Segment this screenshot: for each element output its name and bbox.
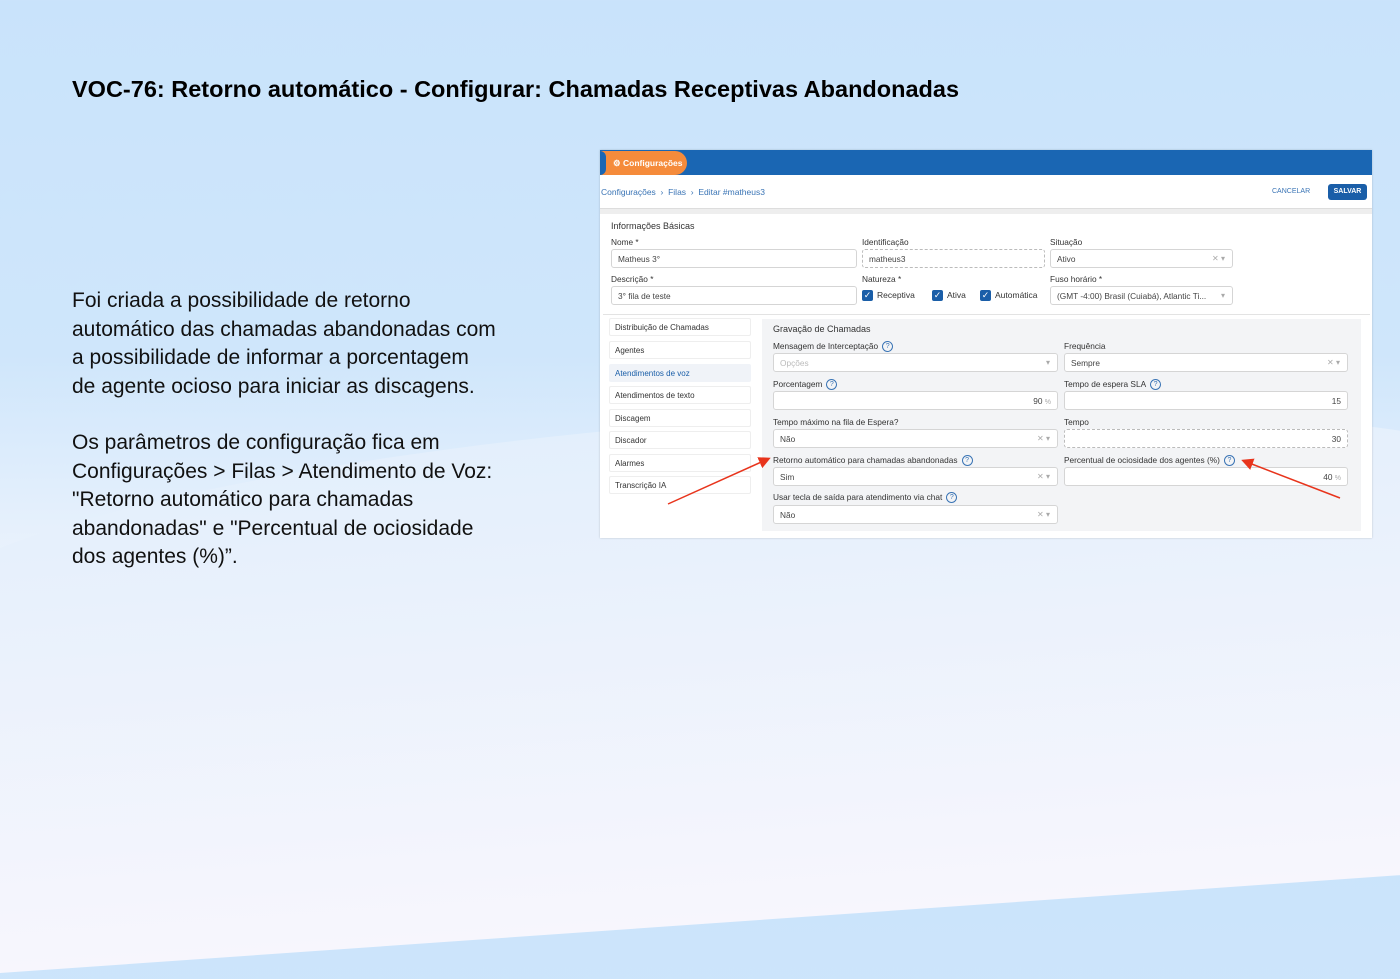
percent-suffix: % xyxy=(1044,399,1051,406)
sidebar-item-alarmes[interactable]: Alarmes xyxy=(609,454,751,472)
nome-label: Nome * xyxy=(611,237,639,247)
retorno-value: Sim xyxy=(780,472,795,482)
cb-label: Receptiva xyxy=(877,290,915,300)
help-icon[interactable]: ? xyxy=(1150,379,1161,390)
check-icon: ✓ xyxy=(933,290,942,301)
tmax-value: Não xyxy=(780,434,796,444)
chevron-down-icon[interactable]: ▾ xyxy=(1045,358,1050,367)
help-icon[interactable]: ? xyxy=(882,341,893,352)
desc-input[interactable]: 3° fila de teste xyxy=(611,286,857,305)
slide-title: VOC-76: Retorno automático - Configurar: Chamadas Receptivas Abandonadas xyxy=(72,76,960,102)
porc-label: Porcentagem xyxy=(773,379,823,389)
tecla-value: Não xyxy=(780,510,796,520)
sidebar-item-agentes[interactable]: Agentes xyxy=(609,341,751,359)
tecla-label: Usar tecla de saída para atendimento via chat xyxy=(773,492,943,502)
breadcrumb-current: Editar #matheus3 xyxy=(698,187,765,197)
tab-configuracoes[interactable]: ⚙ Configurações xyxy=(600,151,687,175)
freq-label: Frequência xyxy=(1064,341,1106,351)
tempo-label: Tempo xyxy=(1064,417,1089,427)
section-title: Informações Básicas xyxy=(611,221,695,231)
cb-label: Ativa xyxy=(947,290,966,300)
natureza-label: Natureza * xyxy=(862,274,902,284)
retorno-label: Retorno automático para chamadas abandonadas xyxy=(773,455,958,465)
ident-label: Identificação xyxy=(862,237,909,247)
sidebar-item-transcricao[interactable]: Transcrição IA xyxy=(609,476,751,494)
situacao-label: Situação xyxy=(1050,237,1083,247)
help-icon[interactable]: ? xyxy=(826,379,837,390)
ocio-label: Percentual de ociosidade dos agentes (%) xyxy=(1064,455,1220,465)
line: automático das chamadas abandonadas com xyxy=(72,317,496,341)
clear-chevron-icon[interactable]: ✕ ▾ xyxy=(1037,434,1050,443)
fuso-value: (GMT -4:00) Brasil (Cuiabá), Atlantic Ti... xyxy=(1057,291,1207,301)
msg-label: Mensagem de Interceptação xyxy=(773,341,879,351)
line: Foi criada a possibilidade de retorno xyxy=(72,289,411,312)
sidebar-item-distribuicao[interactable]: Distribuição de Chamadas xyxy=(609,318,751,336)
check-icon: ✓ xyxy=(863,290,872,301)
breadcrumb: Configurações › Filas › Editar #matheus3 xyxy=(601,187,765,197)
line: "Retorno automático para chamadas xyxy=(72,488,414,511)
sidebar-item-voz[interactable]: Atendimentos de voz xyxy=(609,364,751,382)
clear-chevron-icon[interactable]: ✕ ▾ xyxy=(1037,510,1050,519)
freq-value: Sempre xyxy=(1071,358,1101,368)
tab-label: Configurações xyxy=(622,158,683,168)
save-button[interactable]: SALVAR xyxy=(1328,184,1367,200)
line: Configurações > Filas > Atendimento de Voz: xyxy=(72,459,493,483)
tmax-label: Tempo máximo na fila de Espera? xyxy=(773,417,899,427)
sla-label: Tempo de espera SLA xyxy=(1064,379,1147,389)
situacao-value: Ativo xyxy=(1057,254,1076,264)
line: Os parâmetros de configuração fica em xyxy=(72,431,440,454)
ident-input[interactable]: matheus3 xyxy=(862,249,1045,268)
line: dos agentes (%)”. xyxy=(72,545,238,568)
cb-label: Automática xyxy=(995,290,1038,300)
check-icon: ✓ xyxy=(981,290,990,301)
tempo-input[interactable]: 30 xyxy=(1064,429,1348,448)
chevron-down-icon[interactable]: ▾ xyxy=(1220,291,1225,300)
msg-placeholder: Opções xyxy=(780,358,809,368)
nome-input[interactable]: Matheus 3° xyxy=(611,249,857,268)
sla-input[interactable]: 15 xyxy=(1064,391,1348,410)
sidebar-item-texto[interactable]: Atendimentos de texto xyxy=(609,386,751,404)
porc-value: 90 xyxy=(1033,396,1043,406)
breadcrumb-configuracoes[interactable]: Configurações xyxy=(601,187,656,197)
breadcrumb-filas[interactable]: Filas xyxy=(668,187,687,197)
percent-suffix: % xyxy=(1334,475,1341,482)
desc-label: Descrição * xyxy=(611,274,654,284)
line: a possibilidade de informar a porcentagem xyxy=(72,346,469,369)
clear-chevron-icon[interactable]: ✕ ▾ xyxy=(1327,358,1340,367)
line: de agente ocioso para iniciar as discagens. xyxy=(72,374,475,398)
help-icon[interactable]: ? xyxy=(962,455,973,466)
fuso-label: Fuso horário * xyxy=(1050,274,1103,284)
arrow-retorno xyxy=(668,459,768,504)
panel-title: Gravação de Chamadas xyxy=(773,324,871,334)
help-icon[interactable]: ? xyxy=(1224,455,1235,466)
cancel-button[interactable]: CANCELAR xyxy=(1272,188,1311,195)
sidebar-item-discagem[interactable]: Discagem xyxy=(609,409,751,427)
ocio-value: 40 xyxy=(1323,472,1333,482)
clear-chevron-icon[interactable]: ✕ ▾ xyxy=(1212,254,1225,263)
help-icon[interactable]: ? xyxy=(946,492,957,503)
clear-chevron-icon[interactable]: ✕ ▾ xyxy=(1037,472,1050,481)
sidebar-item-discador[interactable]: Discador xyxy=(609,431,751,449)
line: abandonadas" e "Percentual de ociosidade xyxy=(72,516,474,540)
arrow-ociosidade xyxy=(1244,461,1340,498)
